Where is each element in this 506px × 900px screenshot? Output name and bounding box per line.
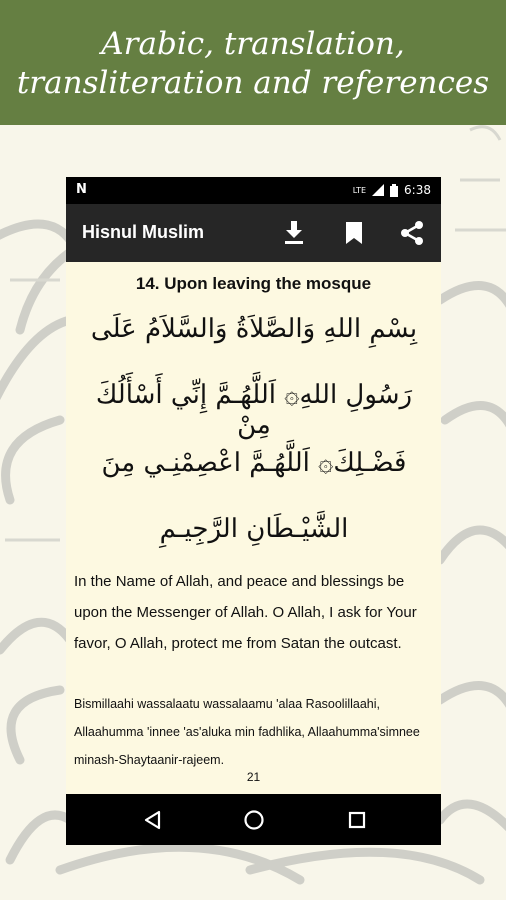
page-number: 21 <box>246 770 261 784</box>
bookmark-icon <box>345 221 363 245</box>
back-icon <box>143 810 161 830</box>
battery-icon <box>390 184 398 197</box>
notification-icon: N <box>76 182 87 197</box>
dua-content[interactable] <box>66 262 441 794</box>
signal-icon <box>372 184 384 196</box>
translation-text: In the Name of Allah, and peace and blessings be upon the Messenger of Allah. O Allah, I ask for Your favor, O Allah, protect me from Satan the outcast. <box>74 573 417 652</box>
arabic-line-2: رَسُولِ اللهِ۞ اَللَّهُـمَّ إِنِّي أَسْأَلُكَ مِنْ <box>95 380 413 440</box>
app-toolbar <box>66 204 441 262</box>
dua-heading: 14. Upon leaving the mosque <box>135 274 372 293</box>
banner-line-1: Arabic, translation, <box>101 26 405 62</box>
recents-icon <box>348 811 366 829</box>
app-title: Hisnul Muslim <box>82 222 205 242</box>
home-icon <box>243 809 265 831</box>
status-bar <box>66 177 441 204</box>
banner-line-2: transliteration and references <box>16 65 490 101</box>
status-time: 6:38 <box>404 183 431 197</box>
home-button[interactable] <box>240 806 268 834</box>
share-icon <box>399 220 425 246</box>
arabic-line-1: بِسْمِ اللهِ وَالصَّلاَةُ وَالسَّلاَمُ عَلَى <box>90 314 418 344</box>
download-button[interactable] <box>280 218 308 248</box>
transliteration-text: Bismillaahi wassalaatu wassalaamu 'alaa Rasoolillaahi, Allaahumma 'innee 'as'aluka min fadhlika, Allaahumma'simnee minash-Shaytaanir-rajeem. <box>74 697 420 767</box>
arabic-line-3: فَضْـلِكَ۞ اَللَّهُـمَّ اعْصِمْنِـي مِنَ <box>101 448 407 478</box>
navigation-bar <box>66 794 441 845</box>
back-button[interactable] <box>138 806 166 834</box>
network-label: LTE <box>352 185 367 195</box>
bookmark-button[interactable] <box>340 218 368 248</box>
recents-button[interactable] <box>343 806 371 834</box>
download-icon <box>283 221 305 245</box>
phone-screenshot <box>66 177 441 845</box>
share-button[interactable] <box>398 218 426 248</box>
arabic-line-4: الشَّيْـطَانِ الرَّجِيـمِ <box>159 514 349 544</box>
